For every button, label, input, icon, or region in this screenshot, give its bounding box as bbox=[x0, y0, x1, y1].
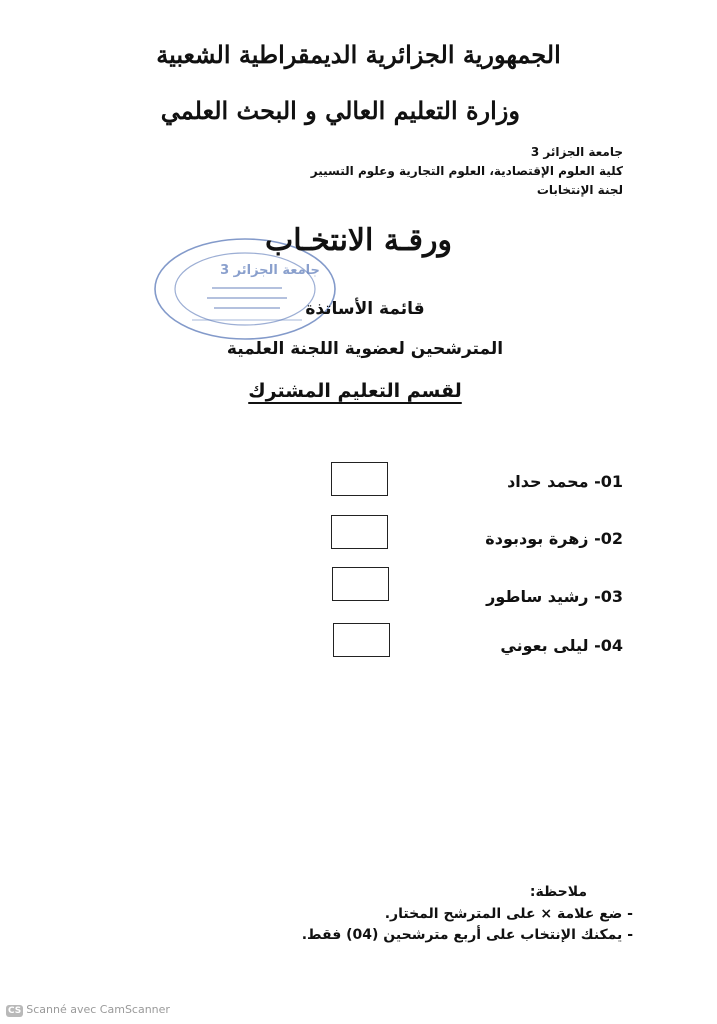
candidates-label: المترشحين لعضوية اللجنة العلمية bbox=[226, 339, 504, 359]
candidate-1-name: 01- محمد حداد bbox=[507, 472, 623, 491]
candidate-2-checkbox[interactable] bbox=[331, 515, 388, 549]
note-line-1: - ضع علامة × على المترشح المختار. bbox=[384, 906, 633, 922]
candidate-2-name: 02- زهرة بودبودة bbox=[485, 529, 623, 548]
note-title: ملاحظة: bbox=[529, 884, 587, 900]
candidate-1-checkbox[interactable] bbox=[331, 462, 388, 496]
republic-title: الجمهورية الجزائرية الديمقراطية الشعبية bbox=[156, 40, 561, 69]
note-line-2: - يمكنك الإنتخاب على أربع مترشحين (04) فقط. bbox=[301, 927, 633, 943]
scanner-footer bbox=[6, 1003, 170, 1017]
candidate-4-checkbox[interactable] bbox=[333, 623, 390, 657]
candidate-3-checkbox[interactable] bbox=[332, 567, 389, 601]
committee-name: لجنة الإنتخابات bbox=[536, 183, 623, 197]
ballot-title: ورقـة الانتخـاب bbox=[264, 223, 453, 258]
department-title: لقسم التعليم المشترك bbox=[248, 380, 462, 402]
svg-text:جامعة الجزائر 3: جامعة الجزائر 3 bbox=[220, 263, 320, 278]
camscanner-icon: CS bbox=[8, 1006, 22, 1016]
list-label: قائمة الأساتذة bbox=[305, 299, 425, 319]
ministry-title: وزارة التعليم العالي و البحث العلمي bbox=[160, 96, 520, 125]
candidate-3-name: 03- رشيد ساطور bbox=[486, 587, 623, 606]
faculty-name: كلية العلوم الإقتصادية، العلوم التجارية وعلوم التسيير bbox=[310, 164, 623, 178]
scanner-text: Scanné avec CamScanner bbox=[26, 1003, 170, 1016]
university-name: جامعة الجزائر 3 bbox=[530, 145, 623, 159]
candidate-4-name: 04- ليلى بعوني bbox=[500, 636, 623, 655]
